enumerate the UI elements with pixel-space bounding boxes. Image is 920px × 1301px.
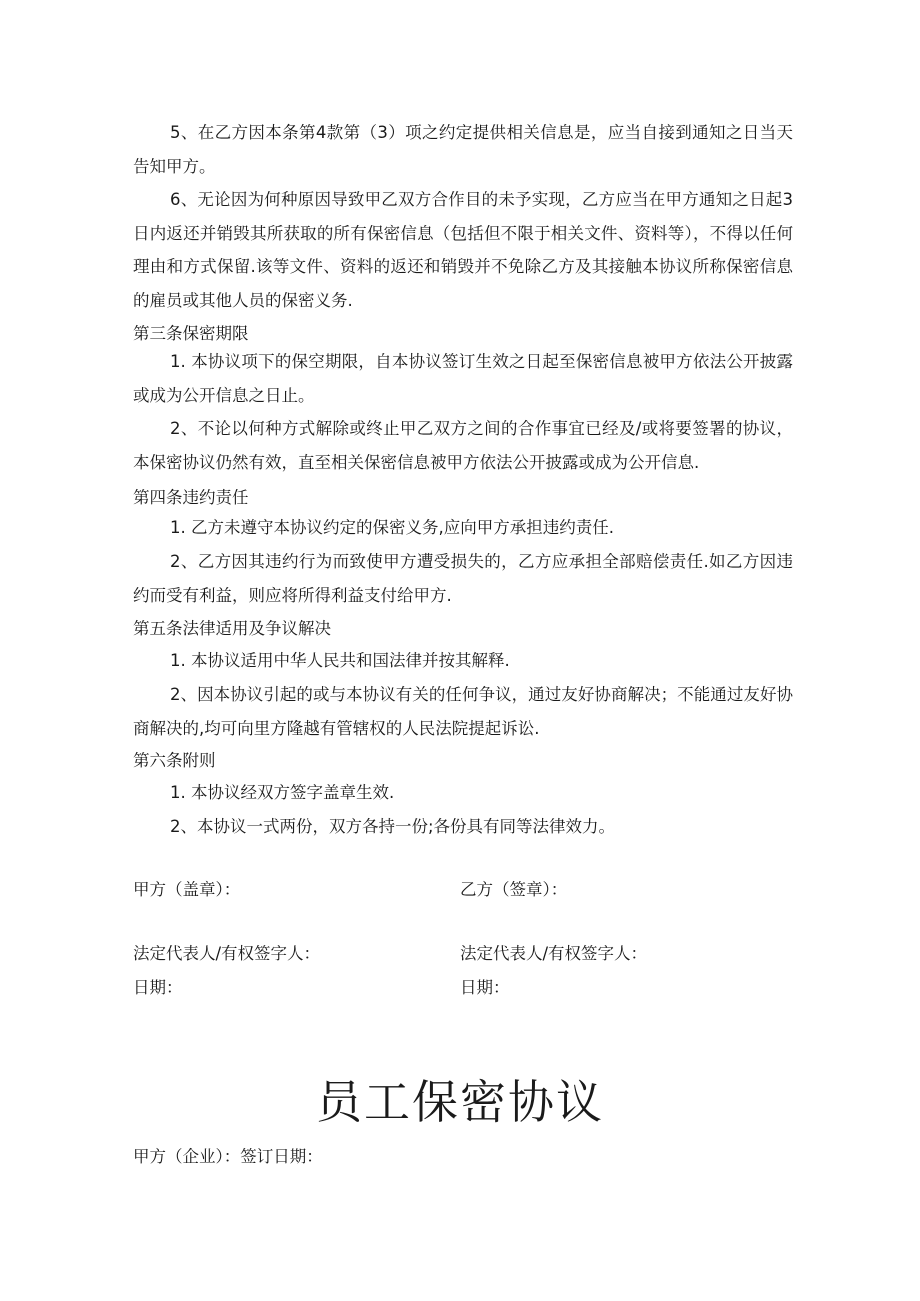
party-a-date-label: 日期： (133, 978, 183, 997)
article-6-heading: 第六条附则 (133, 751, 216, 770)
party-a-seal-label: 甲方（盖章）： (133, 880, 241, 899)
party-b-sign-label: 乙方（签章）： (460, 880, 568, 899)
article-3-item-2: 2、不论以何种方式解除或终止甲乙双方之间的合作事宜已经及/或将要签署的协议，本保密协议仍然有效，直至相关保密信息被甲方依法公开披露或成为公开信息. (133, 419, 793, 472)
document-title: 员工保密协议 (316, 1074, 604, 1129)
article-5-heading: 第五条法律适用及争议解决 (133, 619, 331, 638)
party-b-representative-label: 法定代表人/有权签字人： (460, 944, 648, 963)
article-4-heading: 第四条违约责任 (133, 488, 249, 507)
article-5-item-2: 2、因本协议引起的或与本协议有关的任何争议，通过友好协商解决；不能通过友好协商解决的,均可向里方隆越有管辖权的人民法院提起诉讼. (133, 685, 793, 738)
party-b-date-label: 日期： (460, 978, 510, 997)
party-a-representative-label: 法定代表人/有权签字人： (133, 944, 321, 963)
clause-2-item-6: 6、无论因为何种原因导致甲乙双方合作目的未予实现，乙方应当在甲方通知之日起3日内返还并销毁其所获取的所有保密信息（包括但不限于相关文件、资料等），不得以任何理由和方式保留.该等文件、资料的返还和销毁并不免除乙方及其接触本协议所称保密信息的雇员或其他人员的保密义务. (133, 190, 793, 310)
article-3-item-1: 1. 本协议项下的保空期限，自本协议签订生效之日起至保密信息被甲方依法公开披露或成为公开信息之日止。 (133, 352, 793, 405)
clause-2-item-5: 5、在乙方因本条第4款第（3）项之约定提供相关信息是，应当自接到通知之日当天告知甲方。 (133, 123, 793, 176)
article-6-item-1: 1. 本协议经双方签字盖章生效. (170, 783, 395, 802)
article-4-item-1: 1. 乙方未遵守本协议约定的保密义务,应向甲方承担违约责任. (170, 518, 614, 537)
party-a-enterprise-line: 甲方（企业）：签订日期： (133, 1147, 323, 1166)
article-3-heading: 第三条保密期限 (133, 324, 249, 343)
article-5-item-1: 1. 本协议适用中华人民共和国法律并按其解释. (170, 651, 510, 670)
article-4-item-2: 2、乙方因其违约行为而致使甲方遭受损失的，乙方应承担全部赔偿责任.如乙方因违约而受有利益，则应将所得利益支付给甲方. (133, 552, 793, 605)
article-6-item-2: 2、本协议一式两份，双方各持一份;各份具有同等法律效力。 (170, 817, 616, 836)
